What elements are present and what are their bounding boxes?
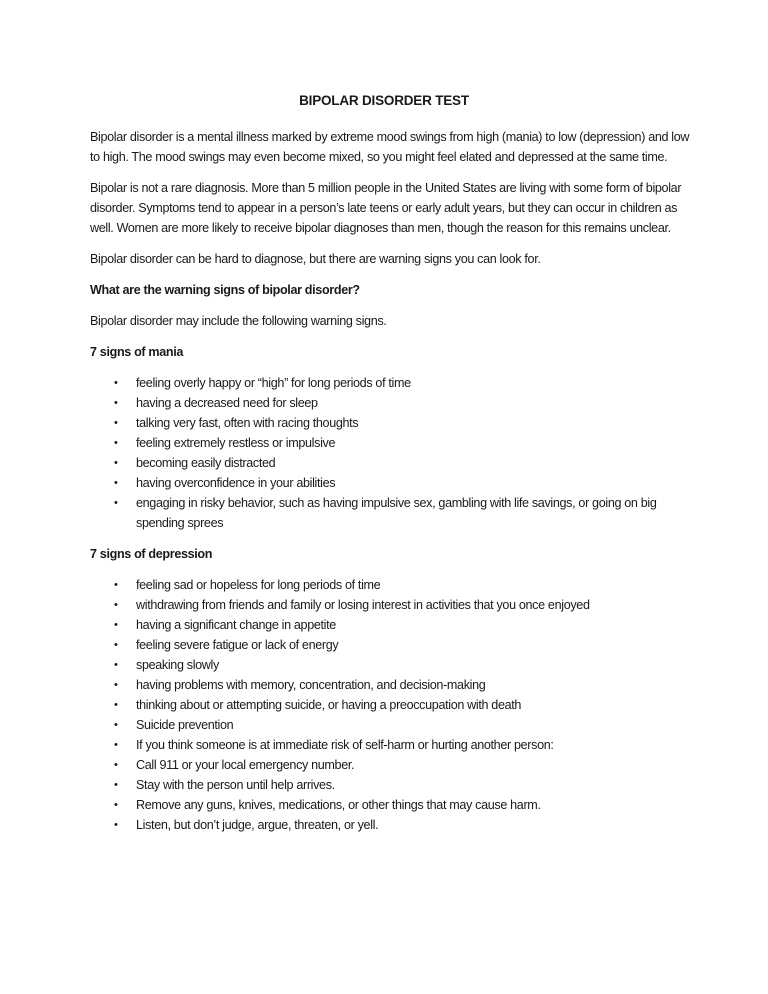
list-item: • If you think someone is at immediate risk of self-harm or hurting another person: [90,735,690,755]
mania-heading: 7 signs of mania [90,345,184,359]
document-title: BIPOLAR DISORDER TEST [299,93,469,108]
list-item: • Call 911 or your local emergency number. [90,755,690,775]
bullet-icon: • [114,397,118,409]
list-item: • Remove any guns, knives, medications, or other things that may cause harm. [90,795,690,815]
list-item: • feeling overly happy or “high” for long periods of time [90,373,690,393]
list-item: • Listen, but don’t judge, argue, threaten, or yell. [90,815,690,835]
list-item: • talking very fast, often with racing thoughts [90,413,690,433]
document-body [90,127,690,835]
bullet-icon: • [114,699,118,711]
bullet-icon: • [114,799,118,811]
intro-paragraph-3: Bipolar disorder can be hard to diagnose, but there are warning signs you can look for. [90,252,541,266]
depression-list [90,575,690,835]
bullet-icon: • [114,759,118,771]
bullet-icon: • [114,477,118,489]
list-item: • feeling extremely restless or impulsive [90,433,690,453]
bullet-icon: • [114,437,118,449]
bullet-icon: • [114,599,118,611]
list-item: • withdrawing from friends and family or losing interest in activities that you once enjoyed [90,595,690,615]
bullet-icon: • [114,619,118,631]
list-item: • feeling severe fatigue or lack of energy [90,635,690,655]
list-item: • feeling sad or hopeless for long periods of time [90,575,690,595]
intro-paragraph-2: Bipolar is not a rare diagnosis. More than 5 million people in the United States are living with some form of bipolar disorder. Symptoms tend to appear in a person’s late teens or early adult years, but they can occur in children as well. Women are more likely to receive bipolar diagnoses than men, though the reason for this remains unclear. [90,181,682,235]
list-item: • speaking slowly [90,655,690,675]
list-item: • having overconfidence in your abilities [90,473,690,493]
bullet-icon: • [114,377,118,389]
warning-signs-heading: What are the warning signs of bipolar disorder? [90,283,360,297]
bullet-icon: • [114,679,118,691]
list-item: • having problems with memory, concentration, and decision-making [90,675,690,695]
bullet-icon: • [114,739,118,751]
bullet-icon: • [114,457,118,469]
intro-paragraph-1: Bipolar disorder is a mental illness marked by extreme mood swings from high (mania) to low (depression) and low to high. The mood swings may even become mixed, so you might feel elated and depressed at the same time. [90,130,690,164]
bullet-icon: • [114,497,118,509]
bullet-icon: • [114,779,118,791]
list-item: • becoming easily distracted [90,453,690,473]
bullet-icon: • [114,819,118,831]
list-item: • engaging in risky behavior, such as having impulsive sex, gambling with life savings, or going on big spending sprees [90,493,690,533]
list-item: • thinking about or attempting suicide, or having a preoccupation with death [90,695,690,715]
list-item: • having a decreased need for sleep [90,393,690,413]
bullet-icon: • [114,639,118,651]
list-item: • having a significant change in appetite [90,615,690,635]
warning-signs-intro: Bipolar disorder may include the following warning signs. [90,314,387,328]
list-item: • Stay with the person until help arrives. [90,775,690,795]
bullet-icon: • [114,659,118,671]
list-item: • Suicide prevention [90,715,690,735]
bullet-icon: • [114,719,118,731]
bullet-icon: • [114,579,118,591]
mania-list [90,373,690,533]
bullet-icon: • [114,417,118,429]
depression-heading: 7 signs of depression [90,547,213,561]
